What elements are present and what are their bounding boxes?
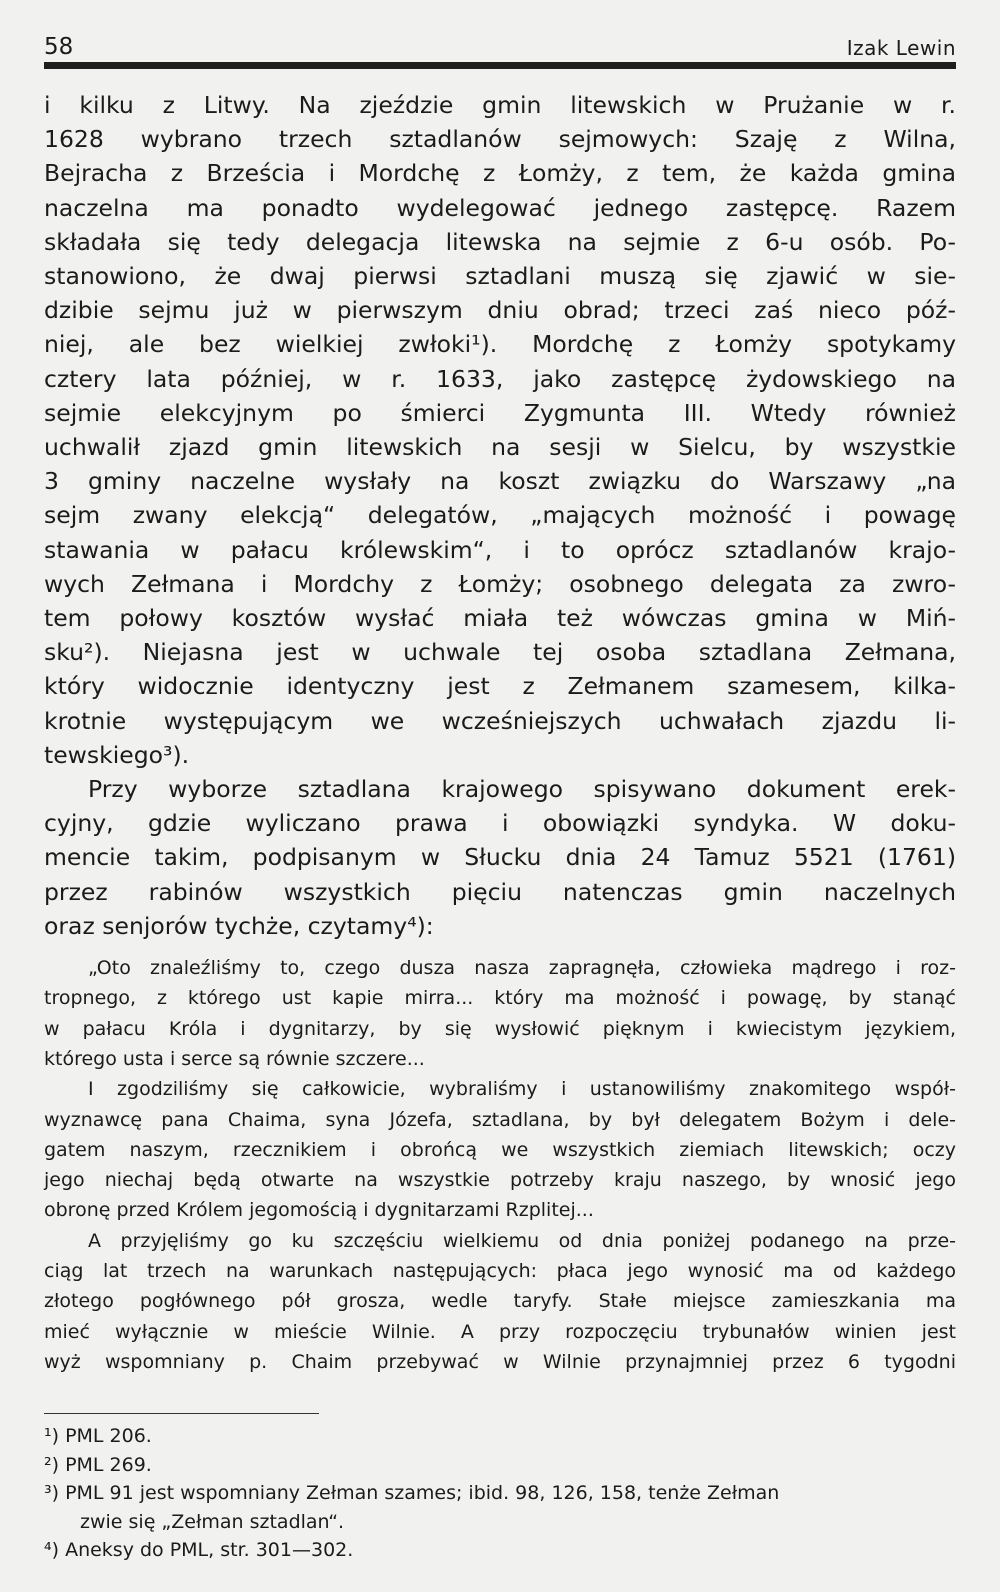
text-line: sku²). Niejasna jest w uchwale tej osoba sztadlana Zełmana, <box>44 638 956 667</box>
footnote-1: ¹) PML 206. <box>44 1425 152 1447</box>
text-line: 3 gminy naczelne wysłały na koszt związku do Warszawy „na <box>44 467 956 496</box>
quote-line: złotego pogłównego pół grosza, wedle taryfy. Stałe miejsce zamieszkania ma <box>44 1290 956 1313</box>
page-header <box>44 26 956 60</box>
quote-line: A przyjęliśmy go ku szczęściu wielkiemu od dnia poniżej podanego na prze- <box>88 1229 956 1252</box>
quote-line: jego niechaj będą otwarte na wszystkie potrzeby kraju naszego, by wnosić jego <box>44 1169 956 1192</box>
text-line: mencie takim, podpisanym w Słucku dnia 24 Tamuz 5521 (1761) <box>44 843 956 872</box>
quote-line: ciąg lat trzech na warunkach następujących: płaca jego wynosić ma od każdego <box>44 1260 956 1283</box>
quote-line: wyż wspomniany p. Chaim przebywać w Wilnie przynajmniej przez 6 tygodni <box>44 1350 956 1373</box>
quote-line: tropnego, z którego ust kapie mirra... który ma możność i powagę, by stanąć <box>44 987 956 1010</box>
text-line: niej, ale bez wielkiej zwłoki¹). Mordchę z Łomży spotykamy <box>44 330 956 359</box>
running-head-author: Izak Lewin <box>846 36 956 60</box>
text-line: który widocznie identyczny jest z Zełmanem szamesem, kilka- <box>44 672 956 701</box>
text-line: sejmie elekcyjnym po śmierci Zygmunta III. Wtedy również <box>44 398 956 427</box>
text-line: krotnie występującym we wcześniejszych uchwałach zjazdu li- <box>44 706 956 735</box>
text-line: tem połowy kosztów wysłać miała też wówczas gmina w Miń- <box>44 604 956 633</box>
quote-line: gatem naszym, rzecznikiem i obrońcą we wszystkich ziemiach litewskich; oczy <box>44 1138 956 1161</box>
text-line: Bejracha z Brześcia i Mordchę z Łomży, z tem, że każda gmina <box>44 159 956 188</box>
main-text <box>44 88 956 943</box>
text-line: cztery lata później, w r. 1633, jako zastępcę żydowskiego na <box>44 364 956 393</box>
text-line: składała się tedy delegacja litewska na sejmie z 6-u osób. Po- <box>44 227 956 256</box>
header-rule <box>44 62 956 69</box>
quoted-document <box>44 953 956 1377</box>
text-line: uchwalił zjazd gmin litewskich na sesji w Sielcu, by wszystkie <box>44 433 956 462</box>
text-line: cyjny, gdzie wyliczano prawa i obowiązki syndyka. W doku- <box>44 809 956 838</box>
quote-line: I zgodziliśmy się całkowicie, wybraliśmy i ustanowiliśmy znakomitego współ- <box>88 1078 956 1101</box>
quote-line: mieć wyłącznie w mieście Wilnie. A przy rozpoczęciu trybunałów winien jest <box>44 1320 956 1343</box>
quote-line: którego usta i serce są równie szczere... <box>44 1047 425 1070</box>
text-line: stawania w pałacu królewskim“, i to oprócz sztadlanów krajo- <box>44 535 956 564</box>
quote-line: wyznawcę pana Chaima, syna Józefa, sztadlana, by był delegatem Bożym i dele- <box>44 1108 956 1131</box>
text-line: oraz senjorów tychże, czytamy⁴): <box>44 911 434 940</box>
text-line: stanowiono, że dwaj pierwsi sztadlani muszą się zjawić w sie- <box>44 262 956 291</box>
text-line: przez rabinów wszystkich pięciu natenczas gmin naczelnych <box>44 877 956 906</box>
footnote-4: ⁴) Aneksy do PML, str. 301—302. <box>44 1539 354 1561</box>
text-line: tewskiego³). <box>44 740 190 769</box>
text-line: dzibie sejmu już w pierwszym dniu obrad; trzeci zaś nieco póź- <box>44 296 956 325</box>
text-line: 1628 wybrano trzech sztadlanów sejmowych: Szaję z Wilna, <box>44 125 956 154</box>
quote-line: w pałacu Króla i dygnitarzy, by się wysłowić pięknym i kwiecistym językiem, <box>44 1017 956 1040</box>
text-line: i kilku z Litwy. Na zjeździe gmin litewskich w Prużanie w r. <box>44 91 956 119</box>
page-body <box>44 88 956 1377</box>
text-line: sejm zwany elekcją“ delegatów, „mających możność i powagę <box>44 501 956 530</box>
text-line: Przy wyborze sztadlana krajowego spisywano dokument erek- <box>88 775 956 804</box>
text-line: wych Zełmana i Mordchy z Łomży; osobnego delegata za zwro- <box>44 569 956 598</box>
footnote-3-continued: zwie się „Zełman sztadlan“. <box>80 1510 345 1533</box>
footnote-3: ³) PML 91 jest wspomniany Zełman szames; ibid. 98, 126, 158, tenże Zełman <box>44 1482 780 1504</box>
footnote-rule <box>44 1413 319 1414</box>
page-number: 58 <box>44 34 74 60</box>
quote-line: obronę przed Królem jegomością i dygnitarzami Rzplitej... <box>44 1199 594 1222</box>
quote-line: „Oto znaleźliśmy to, czego dusza nasza zapragnęła, człowieka mądrego i roz- <box>88 957 956 980</box>
footnote-2: ²) PML 269. <box>44 1453 152 1476</box>
footnotes <box>44 1422 956 1565</box>
text-line: naczelna ma ponadto wydelegować jednego zastępcę. Razem <box>44 193 956 222</box>
